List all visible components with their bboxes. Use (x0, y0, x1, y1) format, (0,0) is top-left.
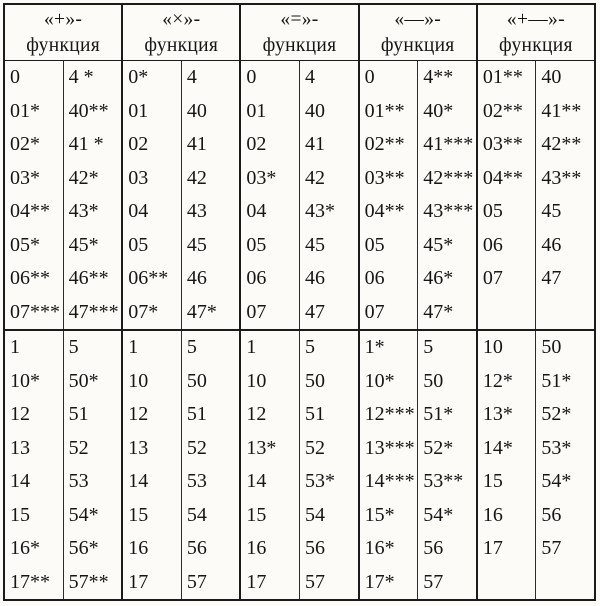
table-cell: 57 (305, 570, 326, 593)
table-cell: 1 (241, 331, 300, 365)
table-cell: 40* (423, 99, 454, 122)
table-cell: 47*** (68, 300, 119, 323)
table-cell: 41*** (423, 133, 474, 156)
table-row (5, 95, 121, 129)
group-header (478, 5, 594, 61)
table-cell: 45* (423, 233, 454, 256)
table-cell: 05 (123, 229, 182, 263)
table-row (123, 432, 239, 466)
table-cell: 56 (186, 537, 207, 560)
table-row (5, 365, 121, 399)
table-cell (478, 566, 537, 600)
table-cell: 06** (123, 262, 182, 296)
table-cell: 01 (123, 95, 182, 129)
table-cell: 15 (478, 465, 537, 499)
table-row (241, 128, 357, 162)
table-cell: 57 (541, 537, 562, 560)
table-cell: 42* (68, 166, 99, 189)
group-header (5, 5, 121, 61)
table-cell: 54 (305, 503, 326, 526)
table-cell: 14 (5, 465, 64, 499)
table-cell: 14*** (360, 465, 419, 499)
table-cell: 01* (5, 95, 64, 129)
table-cell: 14 (241, 465, 300, 499)
table-row (360, 229, 476, 263)
table-row (5, 229, 121, 263)
table-cell: 1 (5, 331, 64, 365)
table-row (241, 329, 357, 365)
table-row (478, 432, 594, 466)
table-row (478, 61, 594, 95)
table-row (478, 262, 594, 296)
table-cell: 41** (541, 99, 582, 122)
table-cell: 45* (68, 233, 99, 256)
table-cell: 5 (305, 336, 316, 359)
table-cell: 54* (68, 503, 99, 526)
table-cell: 06** (5, 262, 64, 296)
table-row (5, 262, 121, 296)
table-row (478, 296, 594, 330)
table-row (123, 95, 239, 129)
group-header-word: функция (144, 34, 219, 56)
table-row (360, 61, 476, 95)
table-cell: 47 (305, 300, 326, 323)
table-cell: 04 (241, 195, 300, 229)
table-cell: 43** (541, 166, 582, 189)
table-row (360, 262, 476, 296)
table-cell: 12 (5, 398, 64, 432)
table-cell: 1 (123, 331, 182, 365)
table-cell: 51 (186, 403, 207, 426)
table-cell: 03* (241, 162, 300, 196)
table-cell: 10 (478, 331, 537, 365)
table-cell: 47 (541, 267, 562, 290)
table-cell: 14* (478, 432, 537, 466)
table-cell: 43 (186, 200, 207, 223)
table-cell: 16 (123, 532, 182, 566)
group-header-symbol: «+»- (44, 9, 83, 31)
table-row (241, 499, 357, 533)
table-cell: 10 (123, 365, 182, 399)
table-cell: 04** (5, 195, 64, 229)
table-cell: 53* (541, 436, 572, 459)
table-cell: 52 (305, 436, 326, 459)
table-cell: 43*** (423, 200, 474, 223)
table-cell: 13 (5, 432, 64, 466)
table-row (123, 128, 239, 162)
table-cell: 53 (68, 470, 89, 493)
table-cell: 07* (123, 296, 182, 330)
table-cell: 12 (123, 398, 182, 432)
table-row (123, 465, 239, 499)
table-row (123, 61, 239, 95)
group-header-symbol: «=»- (280, 9, 319, 31)
table-row (5, 432, 121, 466)
table-cell: 07 (478, 262, 537, 296)
table-cell: 03** (478, 128, 537, 162)
table-cell: 01** (360, 95, 419, 129)
group-rows (123, 61, 239, 599)
table-cell: 4 (305, 66, 316, 89)
table-cell: 10* (5, 365, 64, 399)
table-row (360, 329, 476, 365)
column-group-plus-function (5, 5, 123, 599)
table-row (123, 195, 239, 229)
table-row (360, 128, 476, 162)
table-cell: 05 (241, 229, 300, 263)
table-row (360, 365, 476, 399)
table-row (241, 195, 357, 229)
table-cell: 15 (123, 499, 182, 533)
table-row (478, 229, 594, 263)
table-cell: 04 (123, 195, 182, 229)
table-row (360, 195, 476, 229)
table-row (478, 128, 594, 162)
table-row (241, 229, 357, 263)
table-cell: 40 (305, 99, 326, 122)
group-header (360, 5, 476, 61)
table-cell: 05* (5, 229, 64, 263)
table-row (123, 229, 239, 263)
table-cell: 10* (360, 365, 419, 399)
table-cell: 43* (305, 200, 336, 223)
table-cell: 13*** (360, 432, 419, 466)
table-cell: 43* (68, 200, 99, 223)
table-cell: 07 (360, 296, 419, 330)
table-row (123, 566, 239, 600)
table-cell: 46 (186, 267, 207, 290)
table-cell: 57** (68, 570, 109, 593)
group-header-symbol: «×»- (162, 9, 201, 31)
table-cell: 06 (478, 229, 537, 263)
table-cell: 50* (68, 369, 99, 392)
table-cell: 07*** (5, 296, 64, 330)
table-cell: 03 (123, 162, 182, 196)
table-cell: 42 (186, 166, 207, 189)
table-cell: 17 (241, 566, 300, 600)
table-cell: 15 (5, 499, 64, 533)
table-row (478, 566, 594, 600)
table-cell: 56* (68, 537, 99, 560)
table-cell: 15* (360, 499, 419, 533)
table-cell: 17** (5, 566, 64, 600)
table-cell: 56 (541, 503, 562, 526)
table-row (5, 162, 121, 196)
table-cell: 17 (123, 566, 182, 600)
table-row (241, 465, 357, 499)
table-row (478, 499, 594, 533)
table-row (123, 162, 239, 196)
table-cell: 0 (360, 61, 419, 95)
group-rows (5, 61, 121, 599)
column-group-equals-function (241, 5, 359, 599)
table-cell: 51 (305, 403, 326, 426)
table-cell: 13* (478, 398, 537, 432)
table-cell: 42*** (423, 166, 474, 189)
table-cell: 02* (5, 128, 64, 162)
table-cell: 5 (186, 336, 197, 359)
table-row (241, 296, 357, 330)
table-row (360, 566, 476, 600)
table-row (241, 162, 357, 196)
table-row (5, 128, 121, 162)
table-cell: 46 (541, 233, 562, 256)
table-cell (536, 566, 594, 600)
group-header-symbol: «—»- (394, 9, 442, 31)
table-cell: 02** (360, 128, 419, 162)
table-cell: 5 (68, 336, 79, 359)
table-cell: 4 * (68, 66, 94, 89)
table-cell: 06 (360, 262, 419, 296)
table-row (360, 532, 476, 566)
table-row (478, 532, 594, 566)
group-rows (478, 61, 594, 599)
table-cell: 17 (478, 532, 537, 566)
table-row (5, 195, 121, 229)
group-header-word: функция (380, 34, 455, 56)
table-cell: 03** (360, 162, 419, 196)
table-cell: 14 (123, 465, 182, 499)
table-row (241, 95, 357, 129)
table-row (123, 499, 239, 533)
table-cell: 56 (305, 537, 326, 560)
column-group-times-function (123, 5, 241, 599)
function-table (3, 3, 596, 601)
table-cell: 45 (541, 200, 562, 223)
table-row (5, 465, 121, 499)
table-cell: 41 * (68, 133, 104, 156)
table-cell: 06 (241, 262, 300, 296)
table-cell: 12 (241, 398, 300, 432)
table-cell: 45 (305, 233, 326, 256)
table-cell: 15 (241, 499, 300, 533)
table-cell: 42 (305, 166, 326, 189)
table-cell: 57 (186, 570, 207, 593)
table-row (123, 532, 239, 566)
table-cell: 40 (541, 66, 562, 89)
table-row (241, 61, 357, 95)
table-cell: 0 (241, 61, 300, 95)
group-header-word: функция (262, 34, 337, 56)
table-row (478, 195, 594, 229)
table-cell: 54 (186, 503, 207, 526)
table-cell: 50 (541, 336, 562, 359)
table-row (360, 499, 476, 533)
group-header-symbol: «+—»- (506, 9, 565, 31)
table-cell: 51* (541, 369, 572, 392)
table-cell: 52 (186, 436, 207, 459)
table-row (5, 296, 121, 330)
table-cell: 17* (360, 566, 419, 600)
table-cell: 5 (423, 336, 434, 359)
table-cell: 16* (5, 532, 64, 566)
table-row (360, 465, 476, 499)
table-row (123, 262, 239, 296)
table-row (5, 532, 121, 566)
table-cell: 57 (423, 570, 444, 593)
table-row (5, 398, 121, 432)
table-cell: 46** (68, 267, 109, 290)
table-row (478, 162, 594, 196)
group-rows (360, 61, 476, 599)
table-cell: 13* (241, 432, 300, 466)
table-row (241, 262, 357, 296)
table-cell: 50 (423, 369, 444, 392)
table-cell: 53* (305, 470, 336, 493)
table-cell: 02 (241, 128, 300, 162)
table-cell: 50 (186, 369, 207, 392)
table-cell: 47* (423, 300, 454, 323)
table-cell (536, 296, 594, 330)
table-cell: 40 (186, 99, 207, 122)
table-cell: 53 (186, 470, 207, 493)
table-cell: 16 (241, 532, 300, 566)
table-row (123, 398, 239, 432)
table-cell: 02 (123, 128, 182, 162)
group-rows (241, 61, 357, 599)
table-row (241, 532, 357, 566)
table-cell: 16* (360, 532, 419, 566)
table-row (241, 365, 357, 399)
table-cell: 13 (123, 432, 182, 466)
table-cell: 54* (423, 503, 454, 526)
table-row (360, 95, 476, 129)
table-cell: 51* (423, 403, 454, 426)
table-row (5, 329, 121, 365)
table-cell: 51 (68, 403, 89, 426)
table-cell: 42** (541, 133, 582, 156)
table-cell: 1* (360, 331, 419, 365)
table-row (241, 566, 357, 600)
table-row (360, 432, 476, 466)
table-row (360, 296, 476, 330)
table-row (478, 398, 594, 432)
table-cell: 41 (305, 133, 326, 156)
table-cell: 03* (5, 162, 64, 196)
group-header-word: функция (26, 34, 100, 56)
table-cell: 04** (478, 162, 537, 196)
table-cell: 01** (478, 61, 537, 95)
table-cell (478, 296, 537, 330)
table-row (478, 365, 594, 399)
table-cell: 12*** (360, 398, 419, 432)
table-cell: 46* (423, 267, 454, 290)
table-row (478, 465, 594, 499)
table-row (5, 499, 121, 533)
table-cell: 54* (541, 470, 572, 493)
table-cell: 4 (186, 66, 197, 89)
table-row (5, 566, 121, 600)
table-row (123, 329, 239, 365)
table-cell: 02** (478, 95, 537, 129)
table-cell: 45 (186, 233, 207, 256)
table-row (478, 95, 594, 129)
table-row (478, 329, 594, 365)
table-cell: 46 (305, 267, 326, 290)
table-cell: 07 (241, 296, 300, 330)
table-cell: 12* (478, 365, 537, 399)
column-group-plus-minus-function (478, 5, 594, 599)
table-cell: 04** (360, 195, 419, 229)
table-cell: 10 (241, 365, 300, 399)
table-cell: 56 (423, 537, 444, 560)
table-cell: 0* (123, 61, 182, 95)
table-cell: 40** (68, 99, 109, 122)
group-header (123, 5, 239, 61)
table-cell: 16 (478, 499, 537, 533)
table-row (241, 432, 357, 466)
table-cell: 52* (541, 403, 572, 426)
group-header-word: функция (499, 34, 573, 56)
table-cell: 47* (186, 300, 217, 323)
table-cell: 50 (305, 369, 326, 392)
table-cell: 52* (423, 436, 454, 459)
column-group-minus-function (360, 5, 478, 599)
table-row (123, 365, 239, 399)
table-cell: 52 (68, 436, 89, 459)
table-row (123, 296, 239, 330)
table-cell: 0 (5, 61, 64, 95)
group-header (241, 5, 357, 61)
table-row (5, 61, 121, 95)
table-row (241, 398, 357, 432)
table-cell: 05 (478, 195, 537, 229)
table-cell: 4** (423, 66, 454, 89)
table-cell: 41 (186, 133, 207, 156)
table-cell: 01 (241, 95, 300, 129)
table-cell: 05 (360, 229, 419, 263)
table-row (360, 162, 476, 196)
table-row (360, 398, 476, 432)
table-cell: 53** (423, 470, 464, 493)
